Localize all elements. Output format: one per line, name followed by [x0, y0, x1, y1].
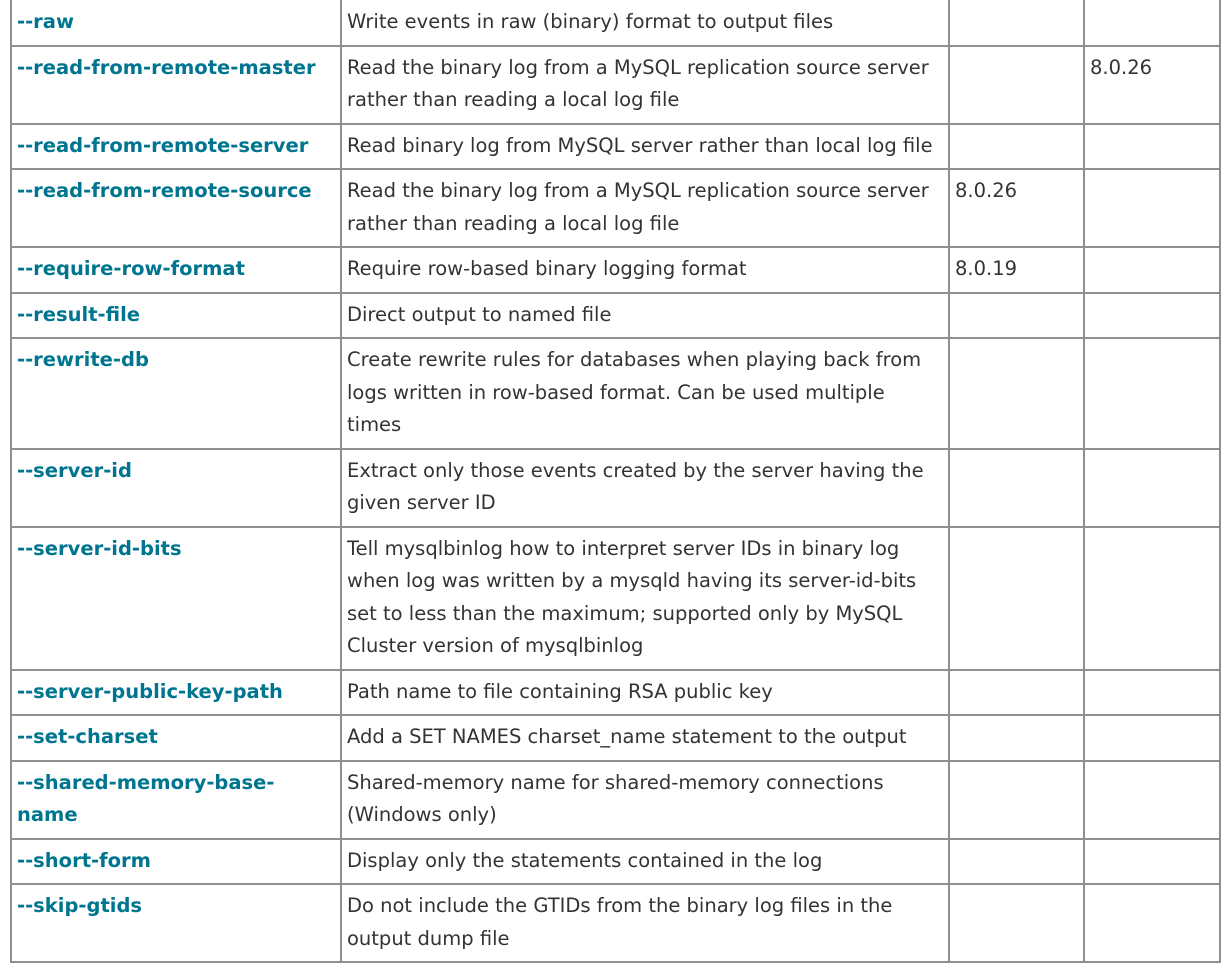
description-cell: Path name to file containing RSA public key: [341, 670, 949, 716]
deprecated-cell: [1084, 338, 1220, 449]
deprecated-cell: [1084, 449, 1220, 527]
options-table: [10, 0, 1221, 963]
option-link-server-public-key-path[interactable]: --server-public-key-path: [17, 679, 283, 703]
description-cell: Create rewrite rules for databases when playing back from logs written in row-based format. Can be used multiple times: [341, 338, 949, 449]
description-cell: Read the binary log from a MySQL replication source server rather than reading a local log file: [341, 169, 949, 247]
introduced-cell: 8.0.19: [949, 247, 1084, 293]
option-link-require-row-format[interactable]: --require-row-format: [17, 257, 245, 280]
deprecated-cell: 8.0.26: [1084, 46, 1220, 124]
description-cell: Extract only those events created by the server having the given server ID: [341, 449, 949, 527]
introduced-cell: [949, 839, 1084, 885]
introduced-cell: [949, 293, 1084, 339]
description-cell: Display only the statements contained in the log: [341, 839, 949, 885]
introduced-cell: 8.0.26: [949, 169, 1084, 247]
table-row: [11, 46, 1220, 124]
option-link-read-from-remote-master[interactable]: --read-from-remote-master: [17, 55, 316, 79]
deprecated-cell: [1084, 247, 1220, 293]
deprecated-cell: [1084, 761, 1220, 839]
description-cell: Add a SET NAMES charset_name statement to the output: [341, 715, 949, 761]
description-cell: Require row-based binary logging format: [341, 247, 949, 293]
option-cell: [11, 46, 341, 124]
table-row: [11, 670, 1220, 716]
introduced-cell: [949, 715, 1084, 761]
introduced-cell: [949, 338, 1084, 449]
introduced-cell: [949, 884, 1084, 962]
table-row: [11, 839, 1220, 885]
option-link-set-charset[interactable]: --set-charset: [17, 725, 158, 748]
deprecated-cell: [1084, 884, 1220, 962]
introduced-cell: [949, 124, 1084, 170]
deprecated-cell: [1084, 0, 1220, 46]
description-cell: Read the binary log from a MySQL replication source server rather than reading a local log file: [341, 46, 949, 124]
description-cell: Shared-memory name for shared-memory connections (Windows only): [341, 761, 949, 839]
option-link-rewrite-db[interactable]: --rewrite-db: [17, 348, 149, 371]
option-cell: [11, 715, 341, 761]
option-link-read-from-remote-server[interactable]: --read-from-remote-server: [17, 133, 309, 157]
description-cell: Direct output to named file: [341, 293, 949, 339]
table-row: [11, 338, 1220, 449]
deprecated-cell: [1084, 124, 1220, 170]
description-cell: Read binary log from MySQL server rather than local log file: [341, 124, 949, 170]
table-row: [11, 884, 1220, 962]
introduced-cell: [949, 761, 1084, 839]
deprecated-cell: [1084, 839, 1220, 885]
option-cell: [11, 247, 341, 293]
option-cell: [11, 670, 341, 716]
deprecated-cell: [1084, 169, 1220, 247]
table-row: [11, 124, 1220, 170]
option-link-result-file[interactable]: --result-file: [17, 302, 140, 326]
table-row: [11, 715, 1220, 761]
option-cell: [11, 293, 341, 339]
table-row: [11, 527, 1220, 670]
description-cell: Write events in raw (binary) format to output files: [341, 0, 949, 46]
option-cell: [11, 839, 341, 885]
table-row: [11, 247, 1220, 293]
description-cell: Do not include the GTIDs from the binary log files in the output dump file: [341, 884, 949, 962]
option-link-shared-memory-base-name[interactable]: --shared-memory-base-name: [17, 770, 275, 826]
option-link-raw[interactable]: --raw: [17, 10, 74, 33]
table-row: [11, 0, 1220, 46]
option-cell: [11, 449, 341, 527]
option-link-server-id[interactable]: --server-id: [17, 458, 132, 482]
introduced-cell: [949, 0, 1084, 46]
table-row: [11, 293, 1220, 339]
description-cell: Tell mysqlbinlog how to interpret server IDs in binary log when log was written by a mysqld having its server-id-bits set to less than the maximum; supported only by MySQL Cluster version of mysqlbinlog: [341, 527, 949, 670]
option-cell: [11, 338, 341, 449]
deprecated-cell: [1084, 293, 1220, 339]
option-link-server-id-bits[interactable]: --server-id-bits: [17, 536, 182, 560]
table-row: [11, 169, 1220, 247]
option-cell: [11, 169, 341, 247]
deprecated-cell: [1084, 527, 1220, 670]
option-link-skip-gtids[interactable]: --skip-gtids: [17, 894, 143, 917]
option-link-read-from-remote-source[interactable]: --read-from-remote-source: [17, 179, 312, 202]
option-link-short-form[interactable]: --short-form: [17, 848, 151, 872]
option-cell: [11, 0, 341, 46]
option-cell: [11, 884, 341, 962]
introduced-cell: [949, 449, 1084, 527]
options-table-body: [11, 0, 1220, 962]
deprecated-cell: [1084, 670, 1220, 716]
table-row: [11, 761, 1220, 839]
deprecated-cell: [1084, 715, 1220, 761]
option-cell: [11, 124, 341, 170]
option-cell: [11, 527, 341, 670]
introduced-cell: [949, 670, 1084, 716]
introduced-cell: [949, 527, 1084, 670]
table-row: [11, 449, 1220, 527]
introduced-cell: [949, 46, 1084, 124]
option-cell: [11, 761, 341, 839]
